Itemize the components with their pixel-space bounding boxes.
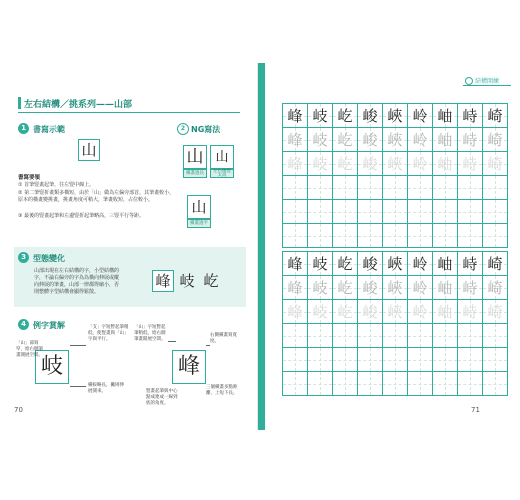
example-1-note-2: 「支」字短暫起筆稍低，使豎畫與「山」字與平行。 [88,325,129,342]
practice-cell [333,200,358,224]
practice-cell [383,372,408,396]
practice-cell [433,348,458,372]
trace-char: 峙 [462,155,478,173]
variation-char-1: 峰 [155,272,171,290]
practice-cell [458,372,483,396]
model-char: 峰 [287,255,303,273]
practice-cell [383,252,408,276]
example-char-2: 峰 [177,354,200,379]
ng-box-2 [210,145,234,169]
section-1-badge: 1 [18,123,29,134]
practice-cell [308,104,333,128]
callout-line [168,341,176,342]
model-char: 崎 [487,107,503,125]
page-title: 左右結構／挑系列——山部 [24,100,133,110]
practice-cell [458,128,483,152]
practice-cell [358,200,383,224]
practice-cell [408,128,433,152]
page-number-left: 70 [14,406,23,414]
practice-cell [283,152,308,176]
section-3-badge: 3 [18,252,29,263]
trace-char: 峻 [362,279,378,297]
example-2-note-1: 「山」字短暫起筆稍低，給右側筆畫開展空間。 [134,325,166,342]
practice-cell [333,128,358,152]
model-char: 岫 [437,107,453,125]
practice-cell [408,104,433,128]
practice-cell [358,224,383,248]
practice-cell [433,324,458,348]
model-char: 岐 [312,107,328,125]
left-page [0,63,258,430]
practice-cell [283,200,308,224]
section-1-title: 書寫示範 [33,125,65,134]
practice-cell [483,300,508,324]
practice-cell [308,252,333,276]
model-char: 岭 [412,107,428,125]
ng-box-1 [183,145,207,169]
trace-char: 峰 [287,279,303,297]
practice-cell [358,300,383,324]
callout-line [70,345,86,346]
practice-cell [383,300,408,324]
variation-box-1 [152,270,174,292]
trace-char: 岐 [312,155,328,173]
practice-grid-top [282,103,508,248]
model-char: 峽 [387,255,403,273]
tab-underline [463,85,511,86]
practice-cell [308,152,333,176]
model-char: 峽 [387,107,403,125]
note-3: ③ 最後的豎畫起筆和左邊豎折起筆略高，三豎平行等距。 [18,213,145,219]
trace-char: 崎 [487,279,503,297]
gutter-strip [258,63,265,430]
practice-cell [358,104,383,128]
trace-char: 岐 [312,279,328,297]
book-spread [0,63,520,430]
practice-cell [483,200,508,224]
practice-cell [358,324,383,348]
trace-char: 岭 [412,155,428,173]
model-char: 峰 [287,107,303,125]
practice-cell [408,300,433,324]
section-2-badge: 2 [177,123,189,135]
practice-cell [333,348,358,372]
practice-cell [283,176,308,200]
model-char: 崎 [487,255,503,273]
model-char: 岭 [412,255,428,273]
practice-cell [458,224,483,248]
callout-line [206,345,210,346]
practice-cell [433,224,458,248]
practice-cell [483,324,508,348]
practice-cell [283,348,308,372]
practice-cell [358,372,383,396]
practice-cell [458,104,483,128]
ng-caption-2: 左右兩豎太高 [210,169,234,178]
practice-cell [433,128,458,152]
practice-cell [483,128,508,152]
ng-caption-1: 橫畫過長 [183,169,207,178]
example-1-note-1: 「山」部寫窄，給右側筆畫開展空間。 [16,341,43,358]
trace-char: 岫 [437,155,453,173]
trace-char: 屹 [337,303,353,321]
practice-cell [433,200,458,224]
note-1: ① 首筆豎畫起筆，往左豎中線上。 [18,182,95,188]
practice-cell [458,276,483,300]
trace-char: 崎 [487,131,503,149]
practice-cell [383,128,408,152]
practice-cell [308,200,333,224]
practice-cell [458,176,483,200]
trace-char: 屹 [337,279,353,297]
model-char: 屹 [337,255,353,273]
practice-cell [408,252,433,276]
practice-cell [358,276,383,300]
practice-cell [283,300,308,324]
trace-char: 岭 [412,303,428,321]
model-char: 峙 [462,255,478,273]
practice-cell [333,276,358,300]
callout-line [70,386,86,387]
trace-char: 岭 [412,279,428,297]
title-underline [18,112,240,113]
practice-cell [333,372,358,396]
section-3-title: 型態變化 [33,254,65,263]
trace-char: 岐 [312,303,328,321]
practice-cell [283,224,308,248]
practice-cell [358,128,383,152]
practice-cell [308,324,333,348]
variation-char-2: 岐 [179,272,195,290]
practice-cell [408,276,433,300]
practice-cell [433,152,458,176]
practice-cell [333,252,358,276]
model-char: 峙 [462,107,478,125]
practice-cell [283,324,308,348]
trace-char: 峻 [362,155,378,173]
practice-cell [433,372,458,396]
trace-char: 峽 [387,155,403,173]
practice-cell [458,348,483,372]
practice-cell [308,348,333,372]
variation-text: 山部出現在左右結構的字，小型結構的字，不論右偏旁的字為為橫向伸展或縱向伸展的筆畫，山部一律都得縮小，否則整體字型結構會顯得鬆散。 [34,268,120,295]
title-accent-bar [18,97,21,109]
trace-char: 峰 [287,155,303,173]
trace-char: 峽 [387,303,403,321]
practice-cell [433,176,458,200]
trace-char: 岐 [312,131,328,149]
practice-cell [358,348,383,372]
practice-cell [383,324,408,348]
trace-char: 崎 [487,155,503,173]
practice-cell [483,152,508,176]
practice-cell [483,372,508,396]
model-char: 峻 [362,255,378,273]
example-2-note-3: 豎畫起筆與中心點成連成一線到底的角度。 [146,389,178,406]
demo-char: 山 [81,141,97,159]
trace-char: 岫 [437,303,453,321]
practice-cell [283,372,308,396]
practice-cell [408,224,433,248]
practice-cell [358,176,383,200]
practice-cell [408,324,433,348]
practice-cell [333,176,358,200]
practice-cell [283,276,308,300]
practice-cell [333,324,358,348]
practice-cell [333,104,358,128]
practice-cell [383,152,408,176]
practice-cell [308,176,333,200]
variation-char-3: 屹 [203,272,219,290]
practice-cell [433,104,458,128]
trace-char: 峙 [462,303,478,321]
trace-char: 岭 [412,131,428,149]
model-char: 峻 [362,107,378,125]
trace-char: 峽 [387,131,403,149]
practice-cell [483,104,508,128]
model-char: 岫 [437,255,453,273]
trace-char: 峰 [287,131,303,149]
trace-char: 岫 [437,131,453,149]
ng-caption-3: 橫畫過平 [187,219,211,228]
practice-cell [308,224,333,248]
practice-cell [483,276,508,300]
trace-char: 屹 [337,131,353,149]
practice-cell [483,252,508,276]
practice-cell [308,372,333,396]
practice-cell [308,128,333,152]
tab-circle-icon [465,77,473,85]
practice-cell [408,152,433,176]
practice-cell [433,276,458,300]
trace-char: 峙 [462,131,478,149]
practice-cell [383,224,408,248]
practice-cell [383,276,408,300]
practice-cell [458,252,483,276]
practice-cell [358,252,383,276]
practice-cell [433,252,458,276]
example-2-note-4: 三個橫畫多點距離，上短下長。 [206,385,238,396]
practice-cell [283,252,308,276]
practice-cell [458,324,483,348]
practice-cell [308,276,333,300]
trace-char: 峽 [387,279,403,297]
trace-char: 峻 [362,131,378,149]
practice-cell [283,128,308,152]
practice-cell [333,224,358,248]
practice-cell [383,348,408,372]
notes-heading: 書寫要領 [18,175,41,181]
page-number-right: 71 [471,406,480,414]
example-2-note-2: 右側橫畫寫寬度。 [210,333,237,344]
practice-cell [408,372,433,396]
trace-char: 峰 [287,303,303,321]
section-4-title: 例字賞解 [33,321,65,330]
practice-cell [408,348,433,372]
section-2-title: NG寫法 [191,125,221,134]
demo-char-box [78,139,100,161]
practice-grid-bottom [282,251,508,396]
practice-cell [458,152,483,176]
example-1-note-3: 橫較略長，撇則伸展開來。 [88,383,124,394]
practice-cell [408,200,433,224]
ng-char-3: 山 [191,198,207,216]
model-char: 屹 [337,107,353,125]
model-char: 岐 [312,255,328,273]
trace-char: 崎 [487,303,503,321]
practice-cell [283,104,308,128]
practice-cell [458,300,483,324]
practice-cell [483,224,508,248]
practice-cell [408,176,433,200]
ng-box-3 [187,195,211,219]
trace-char: 峙 [462,279,478,297]
practice-cell [383,200,408,224]
practice-cell [483,176,508,200]
practice-cell [383,176,408,200]
practice-cell [333,300,358,324]
practice-cell [458,200,483,224]
practice-cell [308,300,333,324]
practice-cell [483,348,508,372]
trace-char: 屹 [337,155,353,173]
practice-cell [358,152,383,176]
section-4-badge: 4 [18,319,29,330]
example-box-2 [172,350,206,384]
note-2: ② 第二筆豎折畫類多橫短，由於「山」做為左偏旁部首，其筆畫較小，原本的橫畫變挑畫，挑畫角度可稍大，筆畫收短，占位較小。 [18,190,175,203]
example-char-1: 岐 [40,354,63,379]
page-tab-label: 結構開練 [475,78,500,85]
ng-char-2: 山 [215,150,229,165]
trace-char: 峻 [362,303,378,321]
ng-char-1: 山 [186,147,204,167]
trace-char: 岫 [437,279,453,297]
practice-cell [433,300,458,324]
practice-cell [333,152,358,176]
practice-cell [383,104,408,128]
